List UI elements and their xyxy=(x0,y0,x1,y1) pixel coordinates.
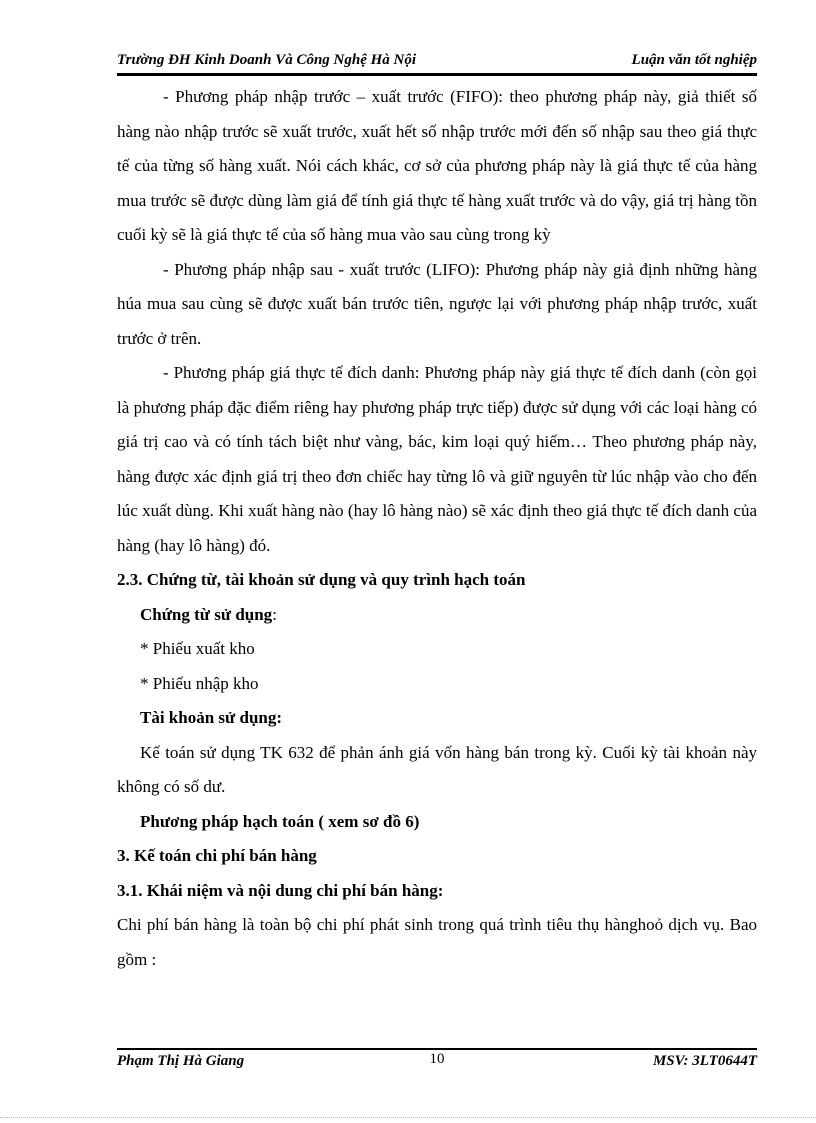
page-footer xyxy=(117,1051,757,1075)
accounts-text: Kế toán sử dụng TK 632 để phản ánh giá vốn hàng bán trong kỳ. Cuối kỳ tài khoản này không có số dư. xyxy=(117,742,757,796)
docs-heading-line xyxy=(117,598,757,633)
paragraph-specific: - Phương pháp giá thực tế đích danh: Phương pháp này giá thực tế đích danh (còn gọi là phương pháp đặc điểm riêng hay phương pháp trực tiếp) được sử dụng với các loại hàng có giá trị cao và có tính tách biệt như vàng, bác, kim loại quý hiếm… Theo phương pháp này, hàng được xác định giá trị theo đơn chiếc hay từng lô và giữ nguyên từ lúc nhập vào cho đến lúc xuất dùng. Khi xuất hàng nào (hay lô hàng nào) sẽ xác định theo giá thực tế đích danh của hàng (hay lô hàng) đó. xyxy=(117,363,757,555)
page-body xyxy=(117,80,757,977)
method-heading: Phương pháp hạch toán ( xem sơ đồ 6) xyxy=(140,811,420,831)
header-rule xyxy=(117,73,757,76)
page-header xyxy=(117,50,757,74)
docs-heading-colon: : xyxy=(272,604,277,624)
doc-item-2: * Phiếu nhập kho xyxy=(140,673,259,693)
doc-item-1: * Phiếu xuất kho xyxy=(140,639,255,658)
footer-rule xyxy=(117,1048,757,1050)
section-heading-2-3: 2.3. Chứng từ, tài khoản sử dụng và quy trình hạch toán xyxy=(117,570,526,589)
page-number: 10 xyxy=(429,1051,445,1067)
footer-student-id: MSV: 3LT0644T xyxy=(652,1053,757,1069)
section-heading-3: 3. Kế toán chi phí bán hàng xyxy=(117,846,317,865)
paragraph-fifo: - Phương pháp nhập trước – xuất trước (FIFO): theo phương pháp này, giả thiết số hàng nào nhập trước sẽ xuất trước, xuất hết số nhập trước mới đến số nhập sau theo giá thực tế của từng số hàng xuất. Nói cách khác, cơ sở của phương pháp này là giá thực tế của hàng mua trước sẽ được dùng làm giá để tính giá thực tế hàng xuất trước và do vậy, giá trị hàng tồn cuối kỳ sẽ là giá thực tế của số hàng mua vào sau cùng trong kỳ xyxy=(117,87,757,244)
paragraph-lifo: - Phương pháp nhập sau - xuất trước (LIFO): Phương pháp này giả định những hàng húa mua sau cùng sẽ được xuất bán trước tiên, ngược lại với phương pháp nhập trước, xuất trước ở trên. xyxy=(117,259,757,348)
section-heading-3-1: 3.1. Khái niệm và nội dung chi phí bán hàng: xyxy=(117,880,444,900)
docs-heading: Chứng từ sử dụng xyxy=(140,604,273,624)
page-bottom-divider xyxy=(0,1117,816,1118)
header-doc-type: Luận văn tốt nghiệp xyxy=(631,52,757,68)
definition-text: Chi phí bán hàng là toàn bộ chi phí phát sinh trong quá trình tiêu thụ hànghoỏ dịch vụ. Bao gồm : xyxy=(117,915,757,969)
header-school: Trường ĐH Kinh Doanh Và Công Nghệ Hà Nội xyxy=(117,52,417,68)
accounts-heading: Tài khoản sử dụng: xyxy=(140,708,283,727)
footer-author: Phạm Thị Hà Giang xyxy=(117,1053,245,1069)
